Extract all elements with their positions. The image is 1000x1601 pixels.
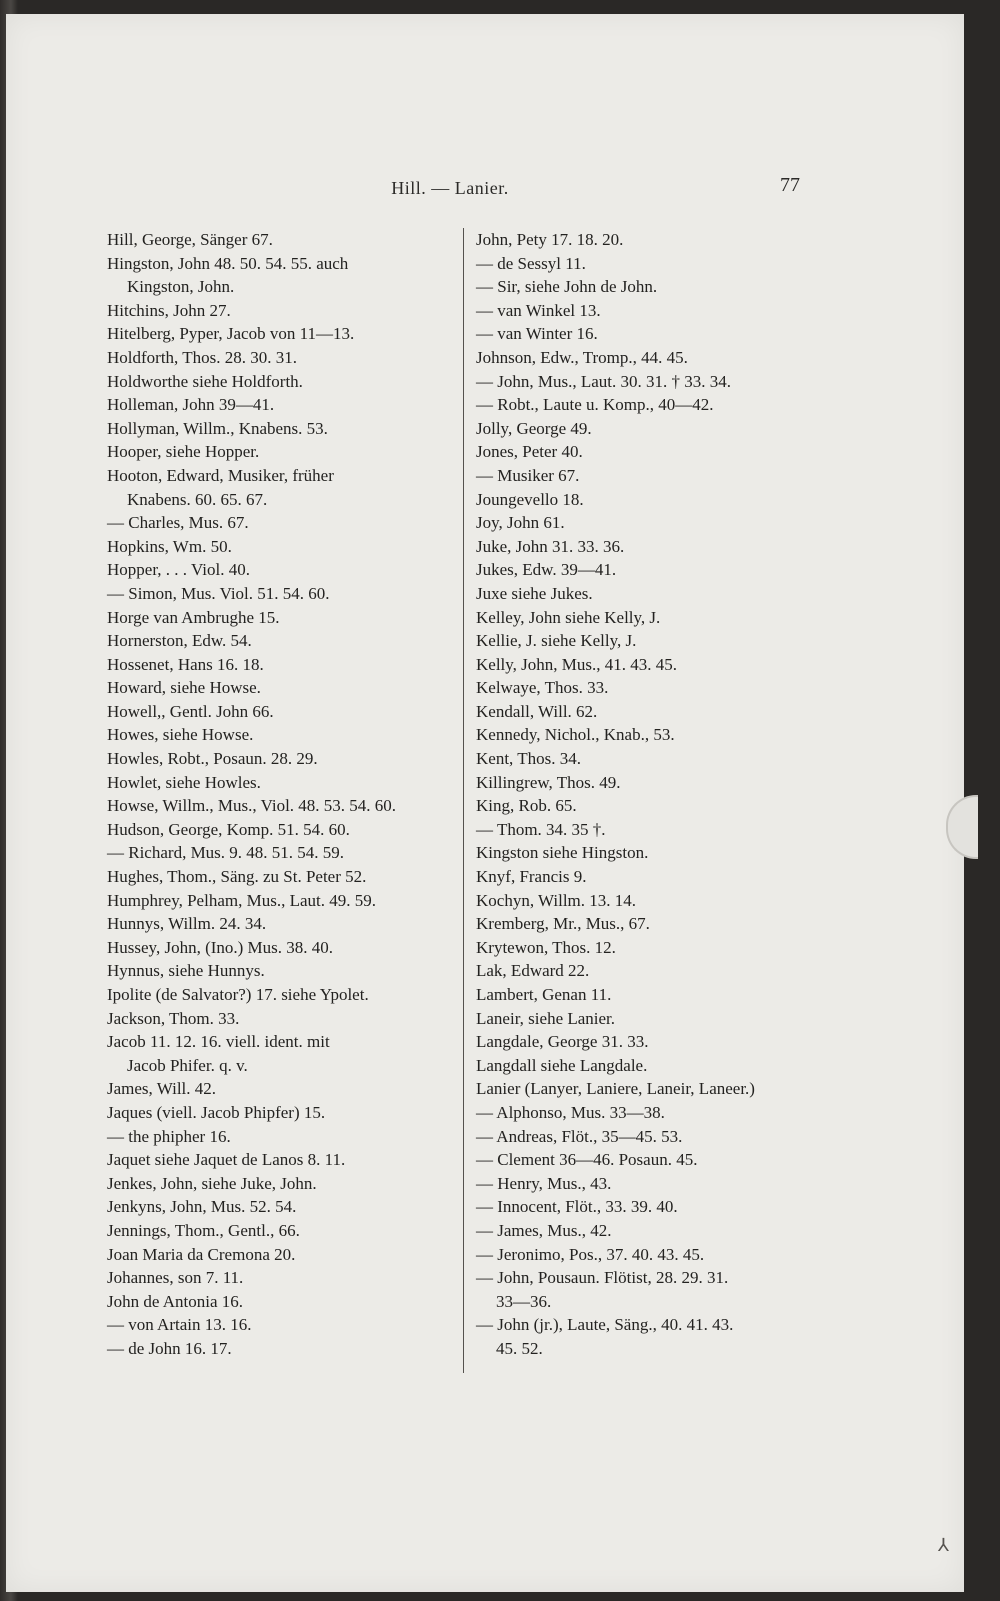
- index-entry: Knabens. 60. 65. 67.: [127, 489, 268, 509]
- index-entry: Kelley, John siehe Kelly, J.: [476, 607, 661, 627]
- index-entry: — Charles, Mus. 67.: [107, 513, 249, 533]
- index-entry: Hossenet, Hans 16. 18.: [107, 654, 264, 674]
- index-entry: — John (jr.), Laute, Säng., 40. 41. 43.: [476, 1315, 734, 1335]
- index-entry: Joan Maria da Cremona 20.: [107, 1244, 296, 1264]
- index-entry: Langdall siehe Langdale.: [476, 1055, 648, 1075]
- index-entry: King, Rob. 65.: [476, 796, 577, 816]
- index-entry: Howse, Willm., Mus., Viol. 48. 53. 54. 60.: [107, 796, 397, 816]
- index-entry: Howles, Robt., Posaun. 28. 29.: [107, 749, 318, 769]
- index-entry: Killingrew, Thos. 49.: [476, 772, 621, 792]
- index-entry: Hooton, Edward, Musiker, früher: [107, 465, 334, 485]
- index-entry: — Innocent, Flöt., 33. 39. 40.: [476, 1197, 678, 1217]
- index-entry: — van Winter 16.: [476, 324, 598, 344]
- index-entry: Kendall, Will. 62.: [476, 701, 598, 721]
- running-header: Hill. — Lanier.: [391, 178, 509, 198]
- index-column-left: [107, 228, 447, 1361]
- index-entry: Juke, John 31. 33. 36.: [476, 536, 625, 556]
- index-entry: Hill, George, Sänger 67.: [107, 230, 273, 249]
- index-entry: Krytewon, Thos. 12.: [476, 937, 616, 957]
- index-entry: Kochyn, Willm. 13. 14.: [476, 890, 637, 910]
- index-entry: Hughes, Thom., Säng. zu St. Peter 52.: [107, 867, 367, 887]
- index-entry: John, Pety 17. 18. 20.: [476, 230, 624, 249]
- index-entry: — Henry, Mus., 43.: [476, 1173, 612, 1193]
- index-entry: — Simon, Mus. Viol. 51. 54. 60.: [107, 583, 330, 603]
- index-entry: Kelwaye, Thos. 33.: [476, 678, 609, 698]
- corner-mark-icon: ⅄: [938, 1535, 949, 1555]
- index-entry: — Sir, siehe John de John.: [476, 277, 658, 297]
- index-entry: John de Antonia 16.: [107, 1291, 243, 1311]
- index-entry: Horge van Ambrughe 15.: [107, 607, 280, 627]
- index-entry: Jennings, Thom., Gentl., 66.: [107, 1220, 300, 1240]
- index-entry: — Clement 36—46. Posaun. 45.: [476, 1150, 698, 1170]
- index-entry: Howell,, Gentl. John 66.: [107, 701, 274, 721]
- index-entry: — John, Pousaun. Flötist, 28. 29. 31.: [476, 1268, 729, 1288]
- index-entry: Knyf, Francis 9.: [476, 867, 587, 887]
- index-entry: Kremberg, Mr., Mus., 67.: [476, 914, 650, 934]
- index-entry: Ipolite (de Salvator?) 17. siehe Ypolet.: [107, 985, 369, 1004]
- index-entry: Hussey, John, (Ino.) Mus. 38. 40.: [107, 937, 334, 957]
- index-entry: Kingston siehe Hingston.: [476, 843, 649, 863]
- index-entry: Joy, John 61.: [476, 513, 565, 533]
- index-entry: Howlet, siehe Howles.: [107, 772, 261, 792]
- index-entry: Lak, Edward 22.: [476, 961, 590, 981]
- index-entry: Langdale, George 31. 33.: [476, 1032, 649, 1052]
- index-entry: Jolly, George 49.: [476, 418, 592, 438]
- index-entry: Johannes, son 7. 11.: [107, 1268, 244, 1288]
- index-entry: 45. 52.: [496, 1338, 543, 1358]
- index-entry: — Thom. 34. 35 †.: [476, 819, 606, 839]
- index-entry: Holleman, John 39—41.: [107, 395, 275, 415]
- index-entry: Kingston, John.: [127, 277, 235, 297]
- index-entry: Howard, siehe Howse.: [107, 678, 261, 698]
- index-entry: Johnson, Edw., Tromp., 44. 45.: [476, 347, 688, 367]
- index-column-right: [476, 228, 821, 1361]
- index-entry: Jackson, Thom. 33.: [107, 1008, 240, 1028]
- index-entry: Hitelberg, Pyper, Jacob von 11—13.: [107, 324, 355, 344]
- page-number: 77: [780, 174, 800, 196]
- index-entry: Jacob 11. 12. 16. viell. ident. mit: [107, 1032, 330, 1052]
- index-entry: Hudson, George, Komp. 51. 54. 60.: [107, 819, 350, 839]
- index-entry: Lanier (Lanyer, Laniere, Laneir, Laneer.): [476, 1079, 755, 1099]
- index-entry: — von Artain 13. 16.: [107, 1315, 252, 1335]
- index-entry: — Richard, Mus. 9. 48. 51. 54. 59.: [107, 843, 345, 863]
- index-entry: Juxe siehe Jukes.: [476, 583, 593, 603]
- index-entry: — John, Mus., Laut. 30. 31. † 33. 34.: [476, 371, 731, 391]
- index-entry: — Jeronimo, Pos., 37. 40. 43. 45.: [476, 1244, 705, 1264]
- index-entry: Holdforth, Thos. 28. 30. 31.: [107, 347, 297, 367]
- index-entry: Lambert, Genan 11.: [476, 985, 612, 1004]
- index-entry: Joungevello 18.: [476, 489, 584, 509]
- index-entry: Humphrey, Pelham, Mus., Laut. 49. 59.: [107, 890, 376, 910]
- index-entry: — de Sessyl 11.: [476, 253, 586, 273]
- index-entry: Laneir, siehe Lanier.: [476, 1008, 616, 1028]
- index-entry: Hopper, . . . Viol. 40.: [107, 560, 250, 580]
- index-entry: Kelly, John, Mus., 41. 43. 45.: [476, 654, 678, 674]
- index-entry: Kent, Thos. 34.: [476, 749, 581, 769]
- index-entry: Hopkins, Wm. 50.: [107, 536, 232, 556]
- index-entry: — van Winkel 13.: [476, 300, 601, 320]
- index-entry: — de John 16. 17.: [107, 1338, 232, 1358]
- index-entry: — Andreas, Flöt., 35—45. 53.: [476, 1126, 683, 1146]
- index-entry: Hunnys, Willm. 24. 34.: [107, 914, 267, 934]
- column-divider: [463, 228, 464, 1373]
- index-entry: — the phipher 16.: [107, 1126, 231, 1146]
- index-entry: Jenkes, John, siehe Juke, John.: [107, 1173, 317, 1193]
- index-entry: Hingston, John 48. 50. 54. 55. auch: [107, 253, 349, 273]
- index-entry: Jones, Peter 40.: [476, 442, 583, 462]
- index-entry: Kellie, J. siehe Kelly, J.: [476, 631, 637, 651]
- index-entry: Kennedy, Nichol., Knab., 53.: [476, 725, 675, 745]
- index-entry: Jenkyns, John, Mus. 52. 54.: [107, 1197, 297, 1217]
- index-entry: Hornerston, Edw. 54.: [107, 631, 252, 651]
- index-entry: Hynnus, siehe Hunnys.: [107, 961, 265, 981]
- index-entry: Hollyman, Willm., Knabens. 53.: [107, 418, 328, 438]
- index-entry: Hooper, siehe Hopper.: [107, 442, 260, 462]
- index-entry: 33—36.: [496, 1291, 552, 1311]
- index-entry: Jaques (viell. Jacob Phipfer) 15.: [107, 1102, 326, 1122]
- index-entry: Jacob Phifer. q. v.: [127, 1055, 248, 1075]
- index-entry: Holdworthe siehe Holdforth.: [107, 371, 303, 391]
- index-entry: — Musiker 67.: [476, 465, 580, 485]
- index-entry: Jaquet siehe Jaquet de Lanos 8. 11.: [107, 1150, 346, 1170]
- index-entry: James, Will. 42.: [107, 1079, 217, 1099]
- index-entry: — Alphonso, Mus. 33—38.: [476, 1102, 665, 1122]
- index-entry: Jukes, Edw. 39—41.: [476, 560, 617, 580]
- index-entry: — Robt., Laute u. Komp., 40—42.: [476, 395, 714, 415]
- index-entry: Howes, siehe Howse.: [107, 725, 254, 745]
- index-entry: — James, Mus., 42.: [476, 1220, 612, 1240]
- index-entry: Hitchins, John 27.: [107, 300, 231, 320]
